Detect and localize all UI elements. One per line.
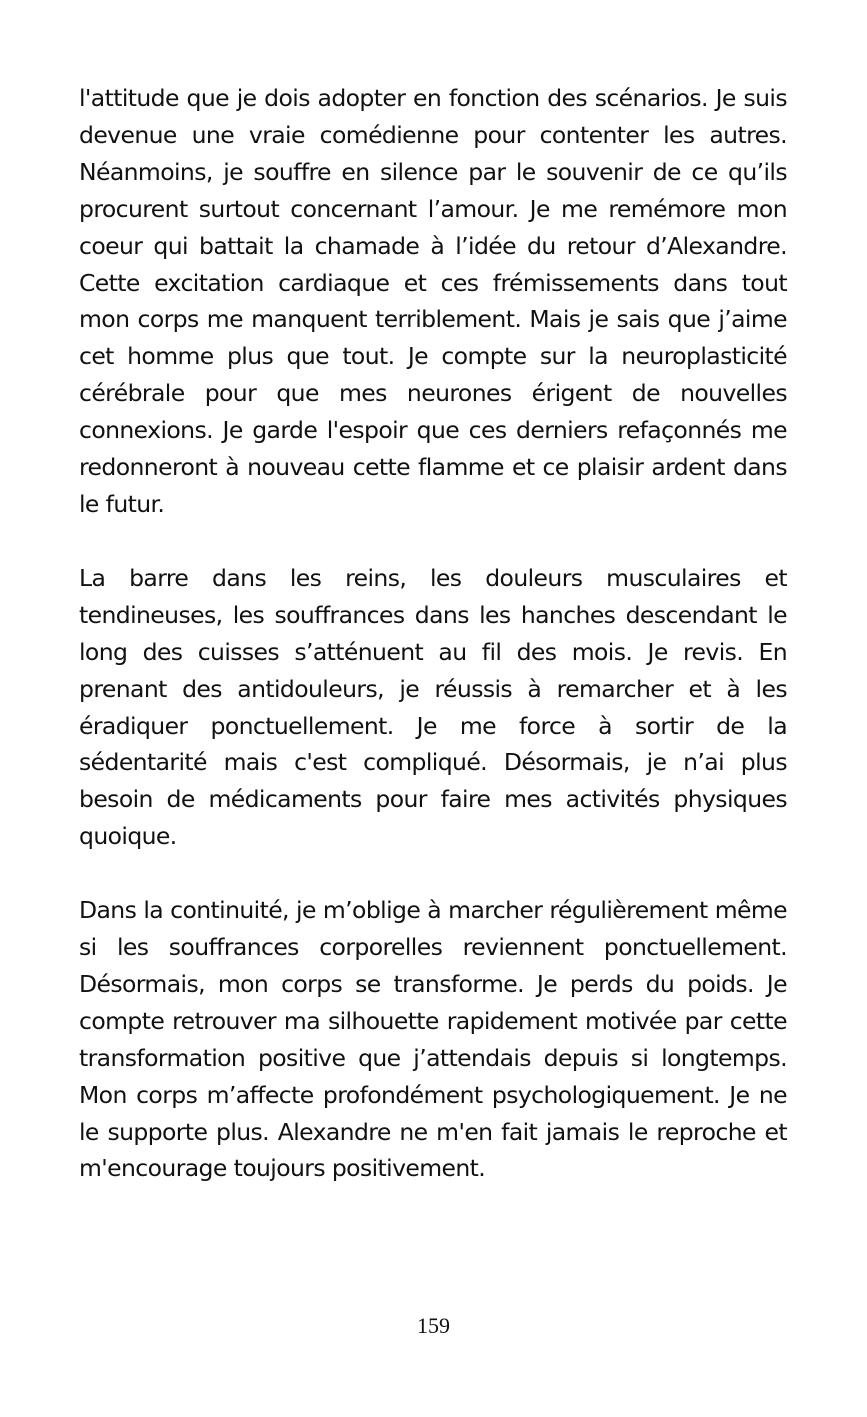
paragraph: l'attitude que je dois adopter en fonction des scénarios. Je suis devenue une vraie comédienne pour contenter les autres. Néanmoins, je souffre en silence par le souvenir de ce qu’ils procurent surtout concernant l’amour. Je me remémore mon coeur qui battait la chamade à l’idée du retour d’Alexandre. Cette excitation cardiaque et ces frémissements dans tout mon corps me manquent terriblement. Mais je sais que j’aime cet homme plus que tout. Je compte sur la neuroplasticité cérébrale pour que mes neurones érigent de nouvelles connexions. Je garde l'espoir que ces derniers refaçonnés me redonneront à nouveau cette flamme et ce plaisir ardent dans le futur. bbox=[79, 84, 787, 518]
paragraph: La barre dans les reins, les douleurs musculaires et tendineuses, les souffrances dans les hanches descendant le long des cuisses s’atténuent au fil des mois. Je revis. En prenant des antidouleurs, je réussis à remarcher et à les éradiquer ponctuellement. Je me force à sortir de la sédentarité mais c'est compliqué. Désormais, je n’ai plus besoin de médicaments pour faire mes activités physiques quoique. bbox=[79, 563, 787, 851]
body-text bbox=[79, 80, 787, 1224]
page-number: 159 bbox=[417, 1313, 450, 1338]
paragraph: Dans la continuité, je m’oblige à marcher régulièrement même si les souffrances corporelles reviennent ponctuellement. Désormais, mon corps se transforme. Je perds du poids. Je compte retrouver ma silhouette rapidement motivée par cette transformation positive que j’attendais depuis si longtemps. Mon corps m’affecte profondément psychologiquement. Je ne le supporte plus. Alexandre ne m'en fait jamais le reproche et m'encourage toujours positivement. bbox=[79, 896, 787, 1183]
